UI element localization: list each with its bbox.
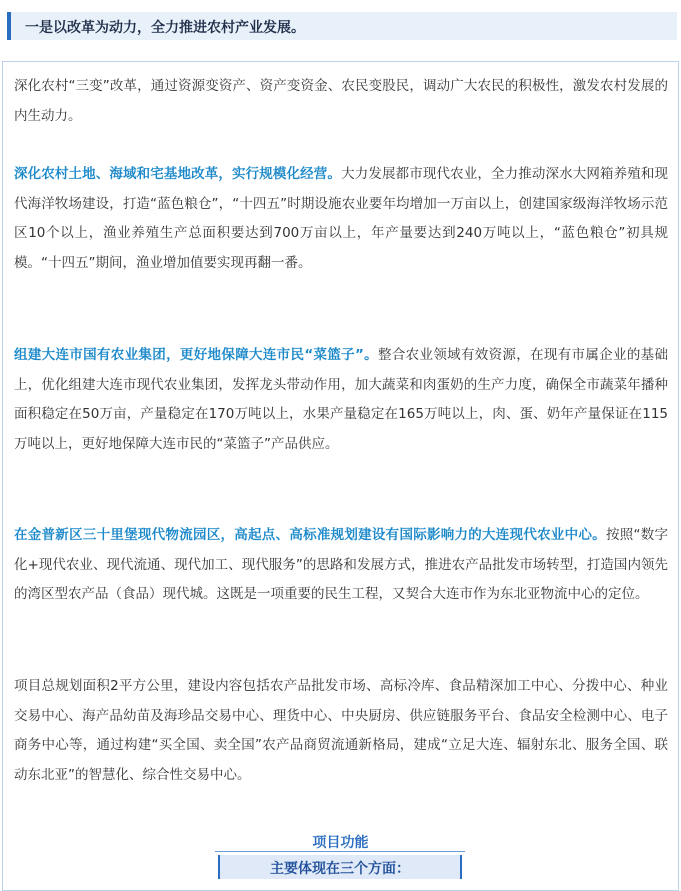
paragraph-agri-center-lead: 在金普新区三十里堡现代物流园区，高起点、高标准规划建设有国际影响力的大连现代农业中心。 <box>14 527 606 543</box>
paragraph-agri-group-body: 整合农业领域有效资源，在现有市属企业的基础上，优化组建大连市现代农业集团，发挥龙头带动作用，加大蔬菜和肉蛋奶的生产力度，确保全市蔬菜年播种面积稳定在50万亩，产量稳定在170万吨以上，水果产量稳定在165万吨以上，肉、蛋、奶年产量保证在115万吨以上，更好地保障大连市民的“菜篮子”产品供应。 <box>14 347 669 452</box>
subtitle-banner <box>218 855 462 879</box>
paragraph-agri-group-lead: 组建大连市国有农业集团，更好地保障大连市民“菜篮子”。 <box>14 347 379 363</box>
paragraph-intro-text: 深化农村“三变”改革，通过资源变资产、资产变资金、农民变股民，调动广大农民的积极性，激发农村发展的内生动力。 <box>14 78 668 124</box>
paragraph-land-reform-lead: 深化农村土地、海域和宅基地改革，实行规模化经营。 <box>14 166 342 182</box>
paragraph-project-scope-text: 项目总规划面积2平方公里，建设内容包括农产品批发市场、高标冷库、食品精深加工中心、分拨中心、种业交易中心、海产品幼苗及海珍品交易中心、理货中心、中央厨房、供应链服务平台、食品安全检测中心、电子商务中心等，通过构建“买全国、卖全国”农产品商贸流通新格局，建成“立足大连、辐射东北、服务全国、联动东北亚”的智慧化、综合性交易中心。 <box>14 678 668 783</box>
paragraph-land-reform <box>14 160 668 278</box>
paragraph-agri-center <box>14 521 668 610</box>
section-header <box>7 12 677 40</box>
paragraph-land-reform-body: 大力发展都市现代农业，全力推动深水大网箱养殖和现代海洋牧场建设，打造“蓝色粮仓”，“十四五”时期设施农业要年均增加一万亩以上，创建国家级海洋牧场示范区10个以上，渔业养殖生产总面积要达到700万亩以上，年产量要达到240万吨以上，“蓝色粮仓”初具规模。“十四五”期间，渔业增加值要实现再翻一番。 <box>14 166 669 271</box>
paragraph-agri-group <box>14 341 668 459</box>
project-function-title: 项目功能 <box>312 835 369 851</box>
paragraph-intro <box>14 72 668 131</box>
project-function-subtitle: 主要体现在三个方面： <box>270 861 410 877</box>
section-header-title: 一是以改革为动力，全力推进农村产业发展。 <box>25 20 305 36</box>
title-divider <box>215 851 465 852</box>
paragraph-project-scope <box>14 672 668 790</box>
paragraph-agri-center-body: 按照“数字化+现代农业、现代流通、现代加工、现代服务”的思路和发展方式，推进农产品批发市场转型，打造国内领先的湾区型农产品（食品）现代城。这既是一项重要的民生工程，又契合大连市作为东北亚物流中心的定位。 <box>14 527 668 602</box>
